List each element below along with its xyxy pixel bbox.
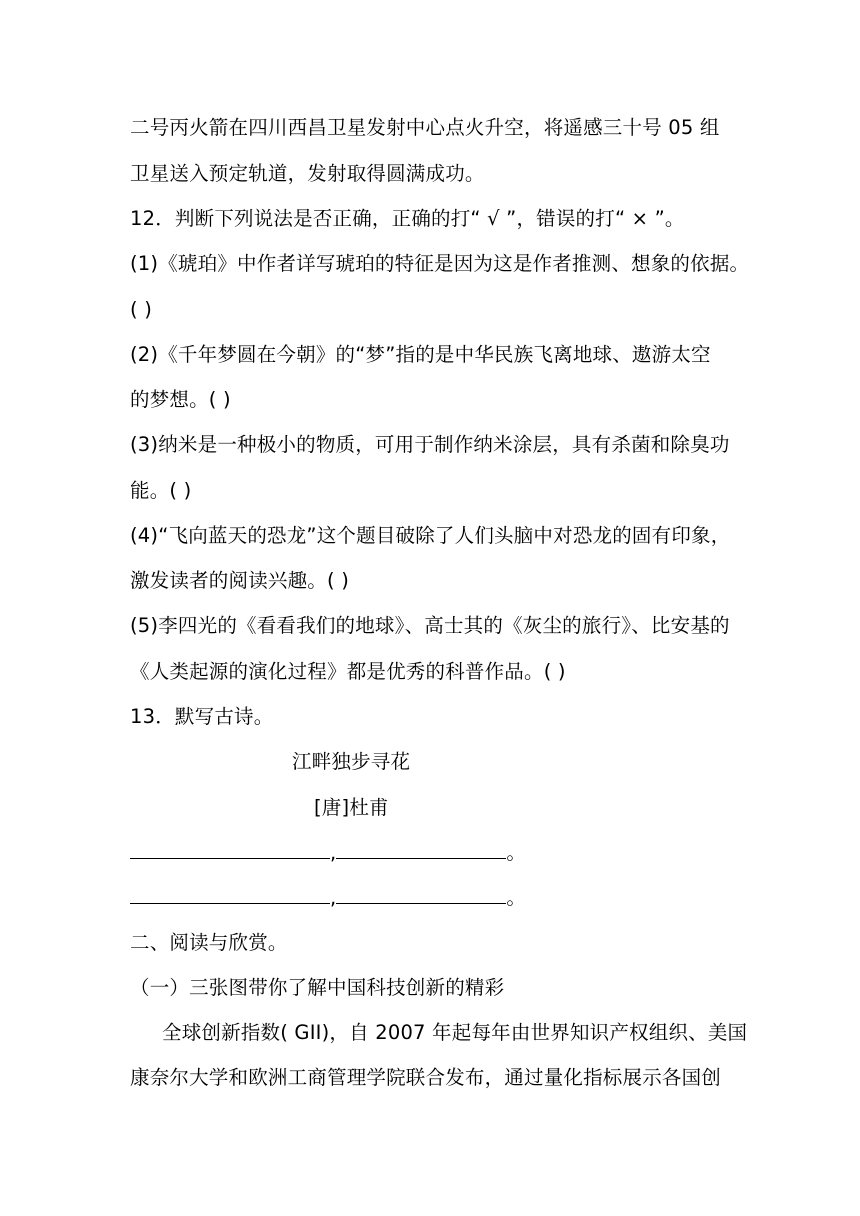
poem-blank-line-2 xyxy=(130,884,740,912)
fill-blank[interactable] xyxy=(336,840,506,859)
text-line: 卫星送入预定轨道，发射取得圆满成功。 xyxy=(130,162,485,185)
blank-end: 。 xyxy=(506,886,527,909)
statement-2-cont: 的梦想。( ) xyxy=(130,388,231,411)
poem-author: [唐]杜甫 xyxy=(314,796,389,819)
paragraph-line: 全球创新指数( GII)，自 2007 年起每年由世界知识产权组织、美国 xyxy=(162,1021,748,1044)
fill-blank[interactable] xyxy=(336,885,506,904)
text-line: 二号丙火箭在四川西昌卫星发射中心点火升空，将遥感三十号 05 组 xyxy=(130,116,720,139)
section-heading: 二、阅读与欣赏。 xyxy=(130,931,288,954)
statement-5: (5)李四光的《看看我们的地球》、高士其的《灰尘的旅行》、比安基的 xyxy=(130,614,730,637)
paragraph-line: 康奈尔大学和欧洲工商管理学院联合发布，通过量化指标展示各国创 xyxy=(130,1066,722,1089)
statement-5-cont: 《人类起源的演化过程》都是优秀的科普作品。( ) xyxy=(130,660,566,683)
blank-separator: , xyxy=(330,841,337,864)
statement-4-cont: 激发读者的阅读兴趣。( ) xyxy=(130,569,350,592)
poem-title: 江畔独步寻花 xyxy=(292,750,411,773)
statement-3: (3)纳米是一种极小的物质，可用于制作纳米涂层，具有杀菌和除臭功 xyxy=(130,433,730,456)
fill-blank[interactable] xyxy=(130,840,330,859)
poem-blank-line-1 xyxy=(130,839,740,867)
statement-3-cont: 能。( ) xyxy=(130,479,192,502)
statement-1: (1)《琥珀》中作者详写琥珀的特征是因为这是作者推测、想象的依据。 xyxy=(130,252,750,275)
statement-4: (4)“飞向蓝天的恐龙”这个题目破除了人们头脑中对恐龙的固有印象， xyxy=(130,524,731,547)
blank-end: 。 xyxy=(506,841,527,864)
statement-2: (2)《千年梦圆在今朝》的“梦”指的是中华民族飞离地球、遨游太空 xyxy=(130,343,711,366)
answer-parentheses: ( ) xyxy=(130,298,153,321)
fill-blank[interactable] xyxy=(130,885,330,904)
subsection-heading: （一）三张图带你了解中国科技创新的精彩 xyxy=(130,976,505,999)
blank-separator: , xyxy=(330,886,337,909)
question-12-heading: 12．判断下列说法是否正确，正确的打“ √ ”，错误的打“ × ”。 xyxy=(130,207,685,230)
question-13-heading: 13．默写古诗。 xyxy=(130,705,274,728)
